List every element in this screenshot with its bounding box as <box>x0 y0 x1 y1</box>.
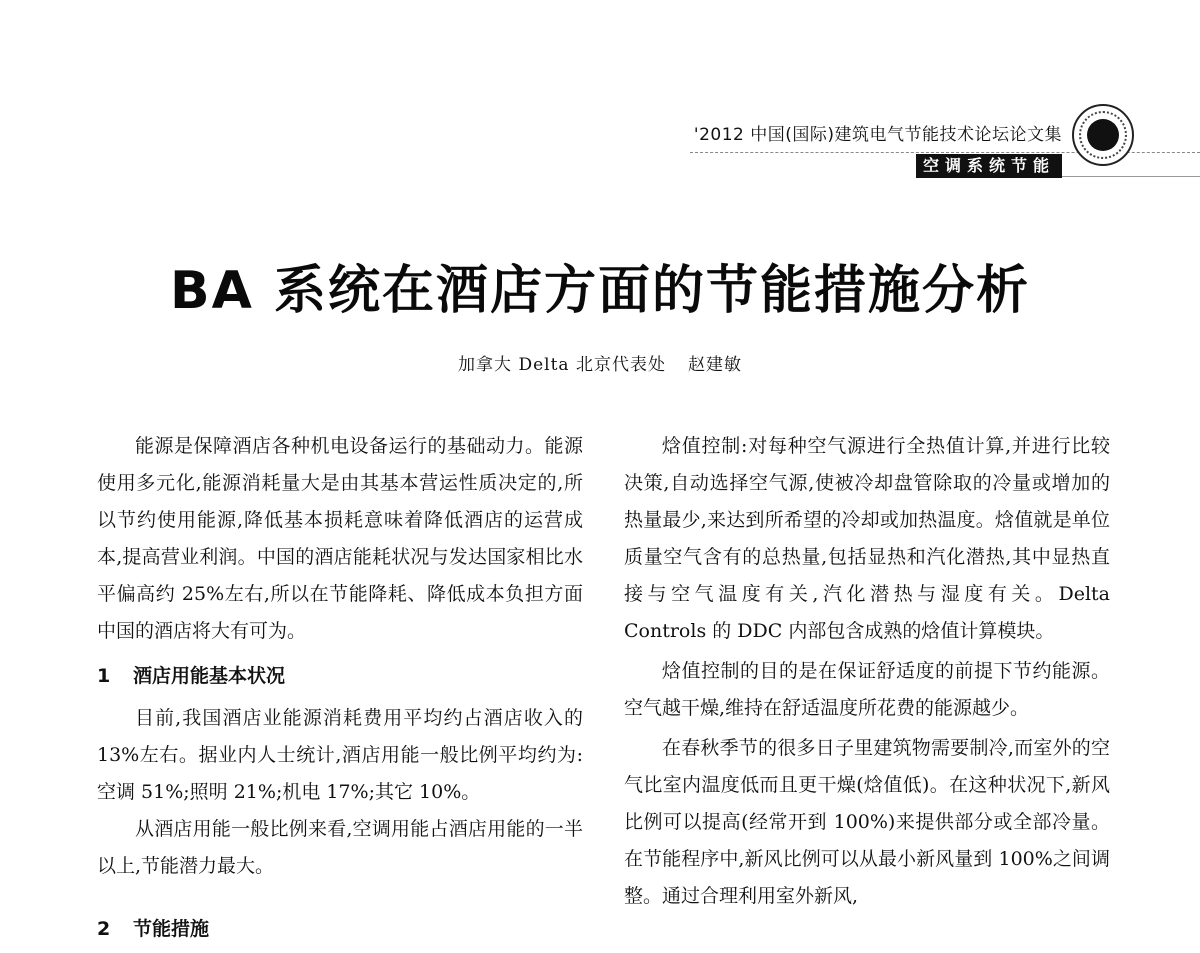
paper-title: BA 系统在酒店方面的节能措施分析 <box>170 261 1030 321</box>
author-name: 赵建敏 <box>687 355 742 375</box>
section-title: 酒店用能基本状况 <box>133 665 286 687</box>
seal-core <box>1087 119 1119 151</box>
body-paragraph: 焓值控制的目的是在保证舒适度的前提下节约能源。空气越干燥,维持在舒适温度所花费的能源越少。 <box>624 660 1110 719</box>
section-badge: 空调系统节能 <box>916 154 1062 178</box>
body-paragraph: 从酒店用能一般比例来看,空调用能占酒店用能的一半以上,节能潜力最大。 <box>97 818 583 877</box>
proceedings-title: '2012 中国(国际)建筑电气节能技术论坛论文集 <box>693 125 1062 145</box>
section-heading-2 <box>97 911 583 947</box>
body-paragraph: 在春秋季节的很多日子里建筑物需要制冷,而室外的空气比室内温度低而且更干燥(焓值低)。在这种状况下,新风比例可以提高(经常开到 100%)来提供部分或全部冷量。在节能程序中,新风比例可以从最小新风量到 100%之间调整。通过合理利用室外新风, <box>624 737 1110 907</box>
intro-paragraph: 能源是保障酒店各种机电设备运行的基础动力。能源使用多元化,能源消耗量大是由其基本营运性质决定的,所以节约使用能源,降低基本损耗意味着降低酒店的运营成本,提高营业利润。中国的酒店能耗状况与发达国家相比水平偏高约 25%左右,所以在节能降耗、降低成本负担方面中国的酒店将大有可为。 <box>97 435 583 642</box>
author-line <box>0 350 1200 375</box>
section-number: 1 <box>97 665 111 687</box>
right-column <box>624 428 1110 915</box>
section-heading-1 <box>97 658 583 694</box>
header-divider-right <box>1062 176 1200 177</box>
conference-seal-icon <box>1072 104 1134 166</box>
section-number: 2 <box>97 918 111 940</box>
body-paragraph: 焓值控制:对每种空气源进行全热值计算,并进行比较决策,自动选择空气源,使被冷却盘管除取的冷量或增加的热量最少,来达到所希望的冷却或加热温度。焓值就是单位质量空气含有的总热量,包括显热和汽化潜热,其中显热直接与空气温度有关,汽化潜热与湿度有关。Delta Controls 的 DDC 内部包含成熟的焓值计算模块。 <box>624 435 1110 642</box>
section-title: 节能措施 <box>133 918 210 940</box>
body-paragraph: 目前,我国酒店业能源消耗费用平均约占酒店收入的 13%左右。据业内人士统计,酒店用能一般比例平均约为:空调 51%;照明 21%;机电 17%;其它 10%。 <box>97 707 583 803</box>
left-column <box>97 428 583 953</box>
author-affiliation: 加拿大 Delta 北京代表处 <box>458 355 666 375</box>
